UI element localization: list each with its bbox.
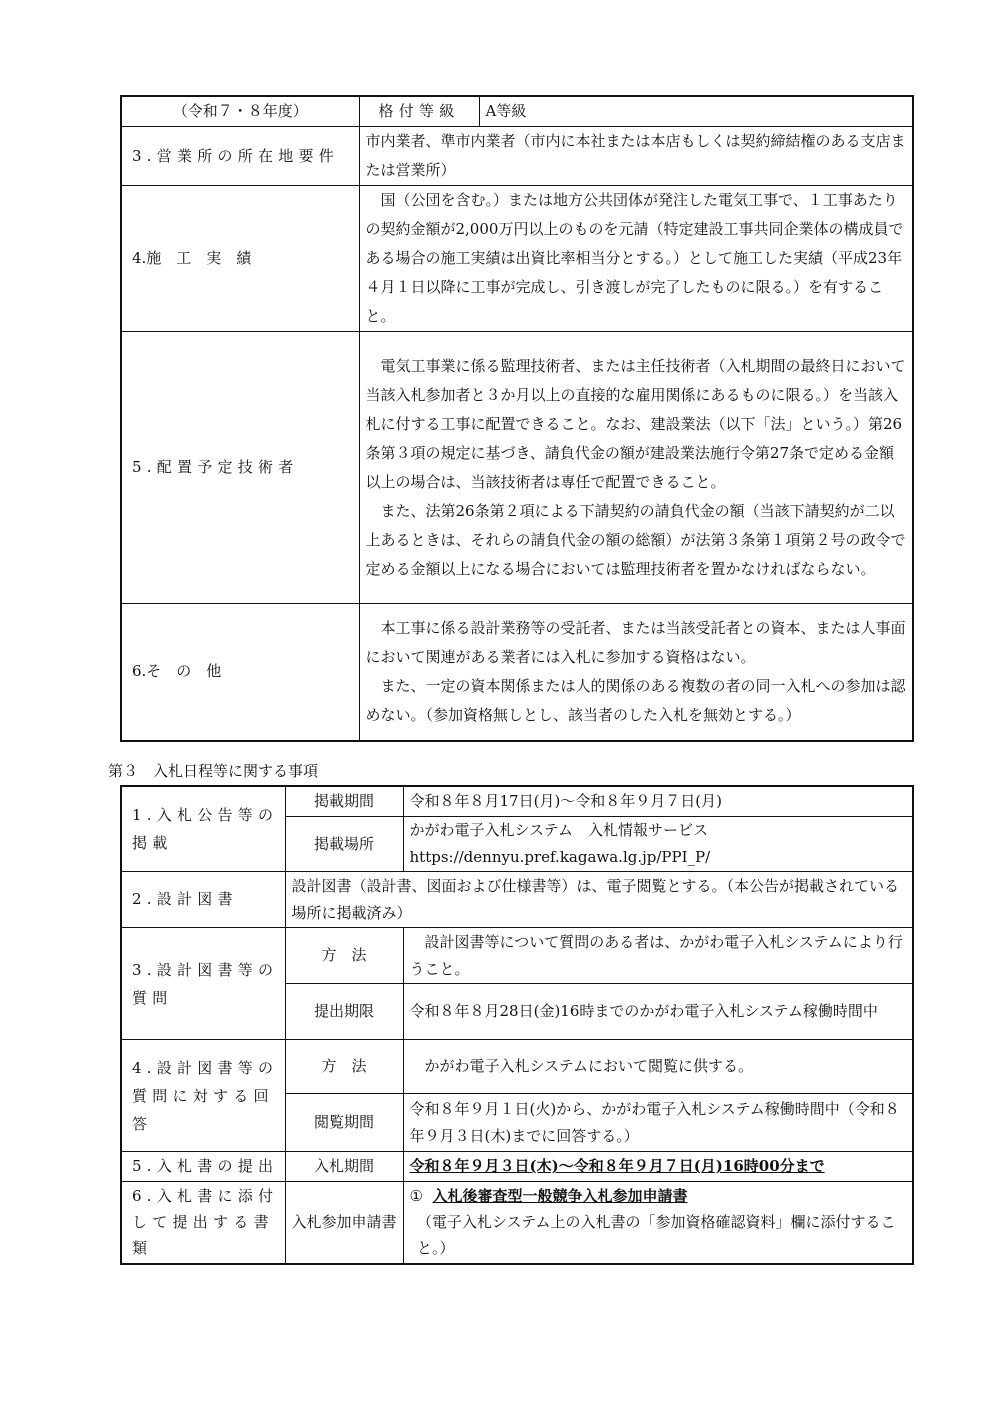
sub-label: 閲覧期間 bbox=[285, 1094, 403, 1152]
row-label: 5.配置予定技術者 bbox=[121, 332, 359, 604]
table-row bbox=[121, 1152, 913, 1182]
row-label-text: 6.そ の 他 bbox=[132, 662, 222, 681]
row-label: 6.入札書に添付して提出する書類 bbox=[121, 1182, 285, 1264]
sub-label: 入札期間 bbox=[285, 1152, 403, 1182]
row-value bbox=[403, 1182, 913, 1264]
row-value bbox=[359, 186, 913, 332]
row-value bbox=[359, 332, 913, 604]
row-label: 1.入札公告等の掲載 bbox=[121, 786, 285, 872]
row-paragraph: また、一定の資本関係または人的関係のある複数の者の同一入札への参加は認めない。（参加資格無しとし、該当者のした入札を無効とする。） bbox=[365, 676, 906, 724]
row-value: 令和８年８月17日(月)～令和８年９月７日(月) bbox=[403, 786, 913, 817]
row-label-text: 4.施 工 実 績 bbox=[132, 249, 252, 267]
table-row bbox=[121, 127, 913, 186]
table-row bbox=[121, 928, 913, 984]
table-row bbox=[121, 332, 913, 604]
row-value bbox=[359, 604, 913, 741]
grade-label-cell: 格付等級 bbox=[359, 96, 479, 127]
document-item bbox=[410, 1183, 907, 1209]
table-row bbox=[121, 872, 913, 928]
table-row bbox=[121, 96, 913, 127]
url-text: https://dennyu.pref.kagawa.lg.jp/PPI_P/ bbox=[409, 848, 711, 866]
row-paragraph: 電気工事業に係る監理技術者、または主任技術者（入札期間の最終日において当該入札参加者と３か月以上の直接的な雇用関係にあるものに限る。）を当該入札に付する工事に配置できること。なお、建設業法（以下「法」という。）第26条第３項の規定に基づき、請負代金の額が建設業法施行令第27条で定める金額以上の場合は、当該技術者は専任で配置できること。 bbox=[365, 356, 906, 491]
row-label: 3.営業所の所在地要件 bbox=[121, 127, 359, 186]
row-label: 2.設計図書 bbox=[121, 872, 285, 928]
row-label bbox=[121, 604, 359, 741]
bid-period-value: 令和８年９月３日(木)～令和８年９月７日(月)16時00分まで bbox=[403, 1152, 913, 1182]
schedule-table bbox=[120, 785, 914, 1265]
row-value bbox=[359, 127, 913, 186]
sub-label: 掲載場所 bbox=[285, 817, 403, 872]
table-row bbox=[121, 1182, 913, 1264]
document-title: 入札後審査型一般競争入札参加申請書 bbox=[432, 1187, 688, 1206]
row-value: 設計図書（設計書、図面および仕様書等）は、電子閲覧とする。（本公告が掲載されている場所に掲載済み） bbox=[285, 872, 913, 928]
sub-label: 方 法 bbox=[285, 928, 403, 984]
row-value: かがわ電子入札システムにおいて閲覧に供する。 bbox=[403, 1040, 913, 1094]
row-value: 令和８年９月１日(火)から、かがわ電子入札システム稼働時間中（令和８年９月３日(木)までに回答する。） bbox=[403, 1094, 913, 1152]
sub-label: 方 法 bbox=[285, 1040, 403, 1094]
row-label: 3.設計図書等の質問 bbox=[121, 928, 285, 1040]
row-paragraph: 本工事に係る設計業務等の受託者、または当該受託者との資本、または人事面において関連がある業者には入札に参加する資格はない。 bbox=[365, 618, 906, 666]
row-value bbox=[403, 817, 913, 872]
sub-label: 入札参加申請書 bbox=[285, 1182, 403, 1264]
row-label: 4.設計図書等の質問に対する回答 bbox=[121, 1040, 285, 1152]
row-label: 5.入札書の提出 bbox=[121, 1152, 285, 1182]
item-number: ① bbox=[409, 1187, 423, 1206]
row-value: 設計図書等について質問のある者は、かがわ電子入札システムにより行うこと。 bbox=[403, 928, 913, 984]
year-cell: （令和７・８年度） bbox=[121, 96, 359, 127]
row-paragraph: また、法第26条第２項による下請契約の請負代金の額（当該下請契約が二以上あるときは、それらの請負代金の額の総額）が法第３条第１項第２号の政令で定める金額以上になる場合においては監理技術者を置かなければならない。 bbox=[365, 501, 906, 578]
table-row bbox=[121, 186, 913, 332]
table-row bbox=[121, 604, 913, 741]
system-name: かがわ電子入札システム 入札情報サービス bbox=[409, 821, 709, 839]
sub-label: 掲載期間 bbox=[285, 786, 403, 817]
sub-label: 提出期限 bbox=[285, 984, 403, 1040]
row-paragraph: 市内業者、準市内業者（市内に本社または本店もしくは契約締結権のある支店または営業所） bbox=[365, 132, 906, 179]
table-row bbox=[121, 1040, 913, 1094]
row-value: 令和８年８月28日(金)16時までのかがわ電子入札システム稼働時間中 bbox=[403, 984, 913, 1040]
table-row bbox=[121, 786, 913, 817]
grade-value-cell: A等級 bbox=[479, 96, 913, 127]
section-heading: 第３ 入札日程等に関する事項 bbox=[108, 762, 319, 780]
row-label bbox=[121, 186, 359, 332]
document-note: （電子入札システム上の入札書の「参加資格確認資料」欄に添付すること。） bbox=[417, 1213, 896, 1258]
row-paragraph: 国（公団を含む。）または地方公共団体が発注した電気工事で、１工事あたりの契約金額が2,000万円以上のものを元請（特定建設工事共同企業体の構成員である場合の施工実績は出資比率相当分とする。）として施工した実績（平成23年４月１日以降に工事が完成し、引き渡しが完了したものに限る。）を有すること。 bbox=[365, 191, 904, 325]
qualification-table bbox=[120, 95, 914, 742]
